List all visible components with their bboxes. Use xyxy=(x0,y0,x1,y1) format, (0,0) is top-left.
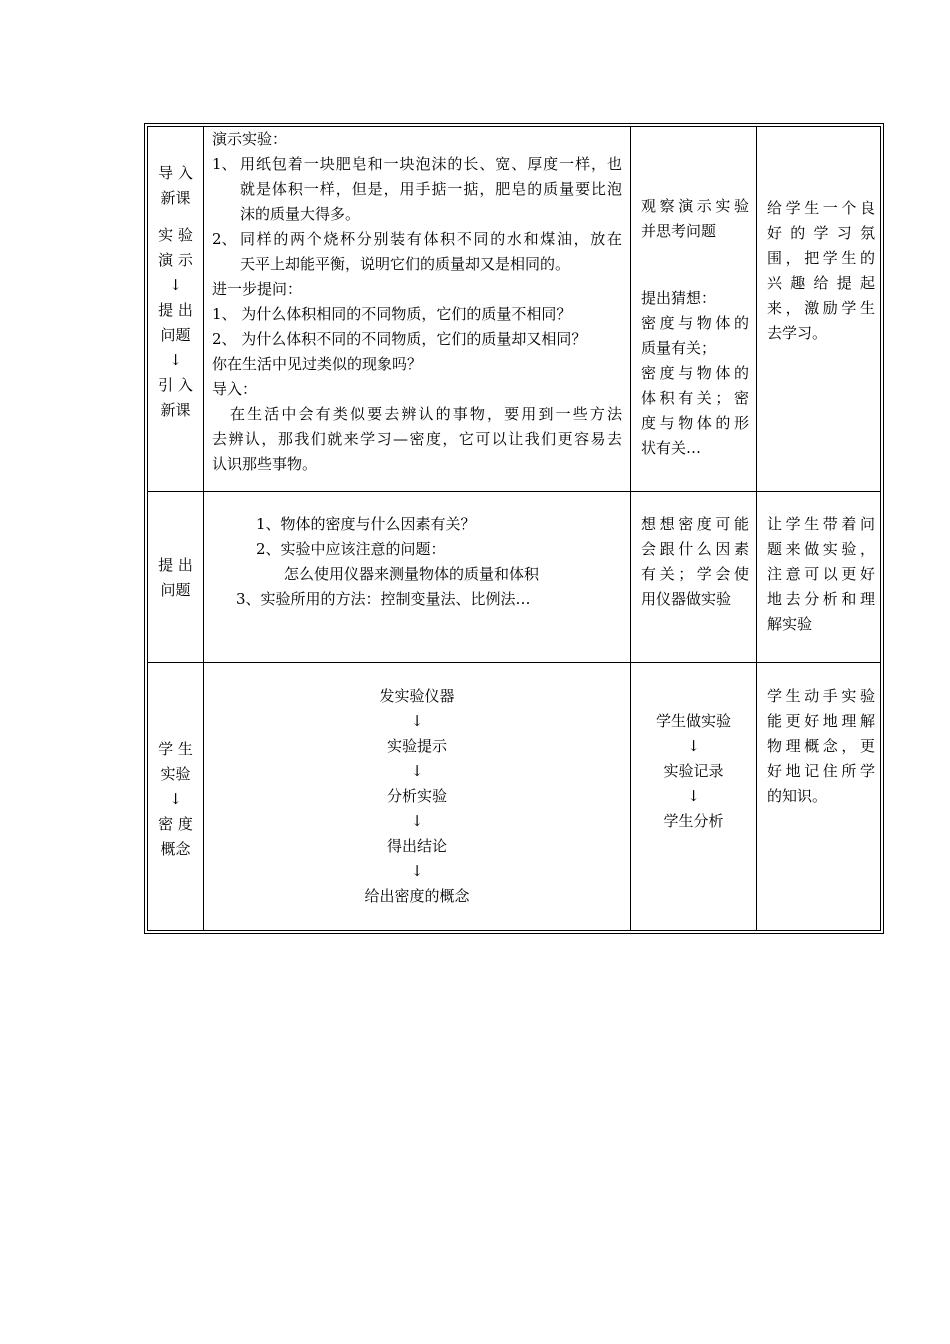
row3-intent-cell xyxy=(767,684,875,809)
row2-intent-cell xyxy=(767,512,875,637)
stage-label: 新课 xyxy=(160,401,191,419)
stage-label: 演 示 xyxy=(158,251,193,269)
text-line: 好的学习氛 xyxy=(767,224,875,242)
lesson-table xyxy=(144,123,884,934)
text-line: 密度与物体的 xyxy=(641,364,749,382)
demo-item-2 xyxy=(212,227,622,277)
down-arrow: ↓ xyxy=(687,787,700,805)
item-number: 1、 xyxy=(212,155,237,173)
stage-label: 引 入 xyxy=(158,376,193,394)
row2-stage-cell xyxy=(148,553,203,603)
flow-step: 得出结论 xyxy=(386,837,447,855)
row3-flow-cell xyxy=(204,684,630,909)
stage-label: 概念 xyxy=(160,840,191,858)
question-line: 1、 为什么体积相同的不同物质，它们的质量不相同？ xyxy=(212,305,572,323)
text-line: 想想密度可能 xyxy=(641,515,749,533)
text-line: 去辨认，那我们就来学习—密度，它可以让我们更容易去 xyxy=(212,430,622,448)
text-line: 好地记住所学 xyxy=(767,762,875,780)
down-arrow: ↓ xyxy=(169,351,182,369)
text-line: 让学生带着问 xyxy=(767,515,875,533)
stage-label: 学 生 xyxy=(158,740,193,758)
text-line: 解实验 xyxy=(767,615,813,633)
flow-step: 学生分析 xyxy=(663,812,724,830)
text-line: 就是体积一样，但是，用手掂一掂，肥皂的质量要比泡 xyxy=(240,180,622,198)
flow-step: 分析实验 xyxy=(386,787,447,805)
demo-item-1 xyxy=(212,152,622,227)
row2-content-cell xyxy=(212,512,622,612)
stage-label: 实 验 xyxy=(158,226,193,244)
stage-spacer xyxy=(148,211,203,223)
text-line: 体积有关；密 xyxy=(641,389,749,407)
text-line: 题来做实验， xyxy=(767,540,875,558)
question-line: 1、物体的密度与什么因素有关？ xyxy=(256,515,476,533)
question-line: 你在生活中见过类似的现象吗？ xyxy=(212,355,423,373)
stage-label: 问题 xyxy=(160,581,191,599)
text-line: 给学生一个良 xyxy=(767,199,875,217)
text-line: 用仪器做实验 xyxy=(641,590,732,608)
text-line: 观察演示实验 xyxy=(641,197,749,215)
question-line: 3、实验所用的方法：控制变量法、比例法… xyxy=(236,590,531,608)
down-arrow: ↓ xyxy=(410,862,424,880)
text-line: 提出猜想： xyxy=(641,289,717,307)
question-line: 怎么使用仪器来测量物体的质量和体积 xyxy=(284,565,540,583)
line-spacer xyxy=(641,269,749,286)
text-line: 在生活中会有类似要去辨认的事物，要用到一些方法 xyxy=(230,405,622,423)
stage-label: 新课 xyxy=(160,189,191,207)
stage-label: 提 出 xyxy=(158,301,193,319)
section-heading: 导入： xyxy=(212,380,258,398)
text-line: 地去分析和理 xyxy=(767,590,875,608)
down-arrow: ↓ xyxy=(410,812,424,830)
text-line: 并思考问题 xyxy=(641,222,717,240)
flow-step: 实验提示 xyxy=(386,737,447,755)
text-line: 物理概念，更 xyxy=(767,737,875,755)
row2-student-cell xyxy=(641,512,749,612)
row1-stage-cell xyxy=(148,161,203,423)
text-line: 能更好地理解 xyxy=(767,712,875,730)
down-arrow: ↓ xyxy=(410,712,424,730)
row1-content-cell xyxy=(212,127,622,477)
flow-step: 给出密度的概念 xyxy=(364,887,470,905)
text-line: 有关；学会使 xyxy=(641,565,749,583)
column-divider xyxy=(756,127,757,930)
flow-step: 发实验仪器 xyxy=(379,687,455,705)
text-line: 同样的两个烧杯分别装有体积不同的水和煤油，放在 xyxy=(240,230,622,248)
stage-label: 提 出 xyxy=(158,556,193,574)
text-line: 去学习。 xyxy=(767,324,828,342)
item-number: 2、 xyxy=(212,230,237,248)
text-line: 会跟什么因素 xyxy=(641,540,749,558)
text-line: 兴趣给提起 xyxy=(767,274,875,292)
row3-student-cell xyxy=(631,709,756,834)
text-line: 来，激励学生 xyxy=(767,299,875,317)
text-line: 的知识。 xyxy=(767,787,828,805)
row-divider xyxy=(148,662,880,663)
text-line: 认识那些事物。 xyxy=(212,455,318,473)
text-line: 状有关… xyxy=(641,439,702,457)
question-line: 2、实验中应该注意的问题： xyxy=(256,540,446,558)
row1-intent-cell xyxy=(767,196,875,346)
question-line: 2、 为什么体积不同的不同物质，它们的质量却又相同？ xyxy=(212,330,587,348)
text-line: 用纸包着一块肥皂和一块泡沫的长、宽、厚度一样，也 xyxy=(240,155,622,173)
stage-label: 实验 xyxy=(160,765,191,783)
line-spacer xyxy=(641,244,749,269)
down-arrow: ↓ xyxy=(169,790,182,808)
table-inner-border xyxy=(147,126,881,931)
row1-student-cell xyxy=(641,194,749,461)
down-arrow: ↓ xyxy=(169,276,182,294)
stage-label: 问题 xyxy=(160,326,191,344)
section-heading: 进一步提问： xyxy=(212,280,303,298)
down-arrow: ↓ xyxy=(687,737,700,755)
stage-label: 密 度 xyxy=(158,815,193,833)
section-heading: 演示实验： xyxy=(212,130,288,148)
text-line: 密度与物体的 xyxy=(641,314,749,332)
text-line: 度与物体的形 xyxy=(641,414,749,432)
stage-label: 导 入 xyxy=(158,164,193,182)
down-arrow: ↓ xyxy=(410,762,424,780)
text-line: 围，把学生的 xyxy=(767,249,875,267)
text-line: 天平上却能平衡，说明它们的质量却又是相同的。 xyxy=(240,255,571,273)
row-divider xyxy=(148,491,880,492)
flow-step: 实验记录 xyxy=(663,762,724,780)
text-line: 质量有关； xyxy=(641,339,717,357)
text-line: 沫的质量大得多。 xyxy=(240,205,361,223)
text-line: 学生动手实验 xyxy=(767,687,875,705)
flow-step: 学生做实验 xyxy=(655,712,731,730)
row3-stage-cell xyxy=(148,737,203,862)
text-line: 注意可以更好 xyxy=(767,565,875,583)
